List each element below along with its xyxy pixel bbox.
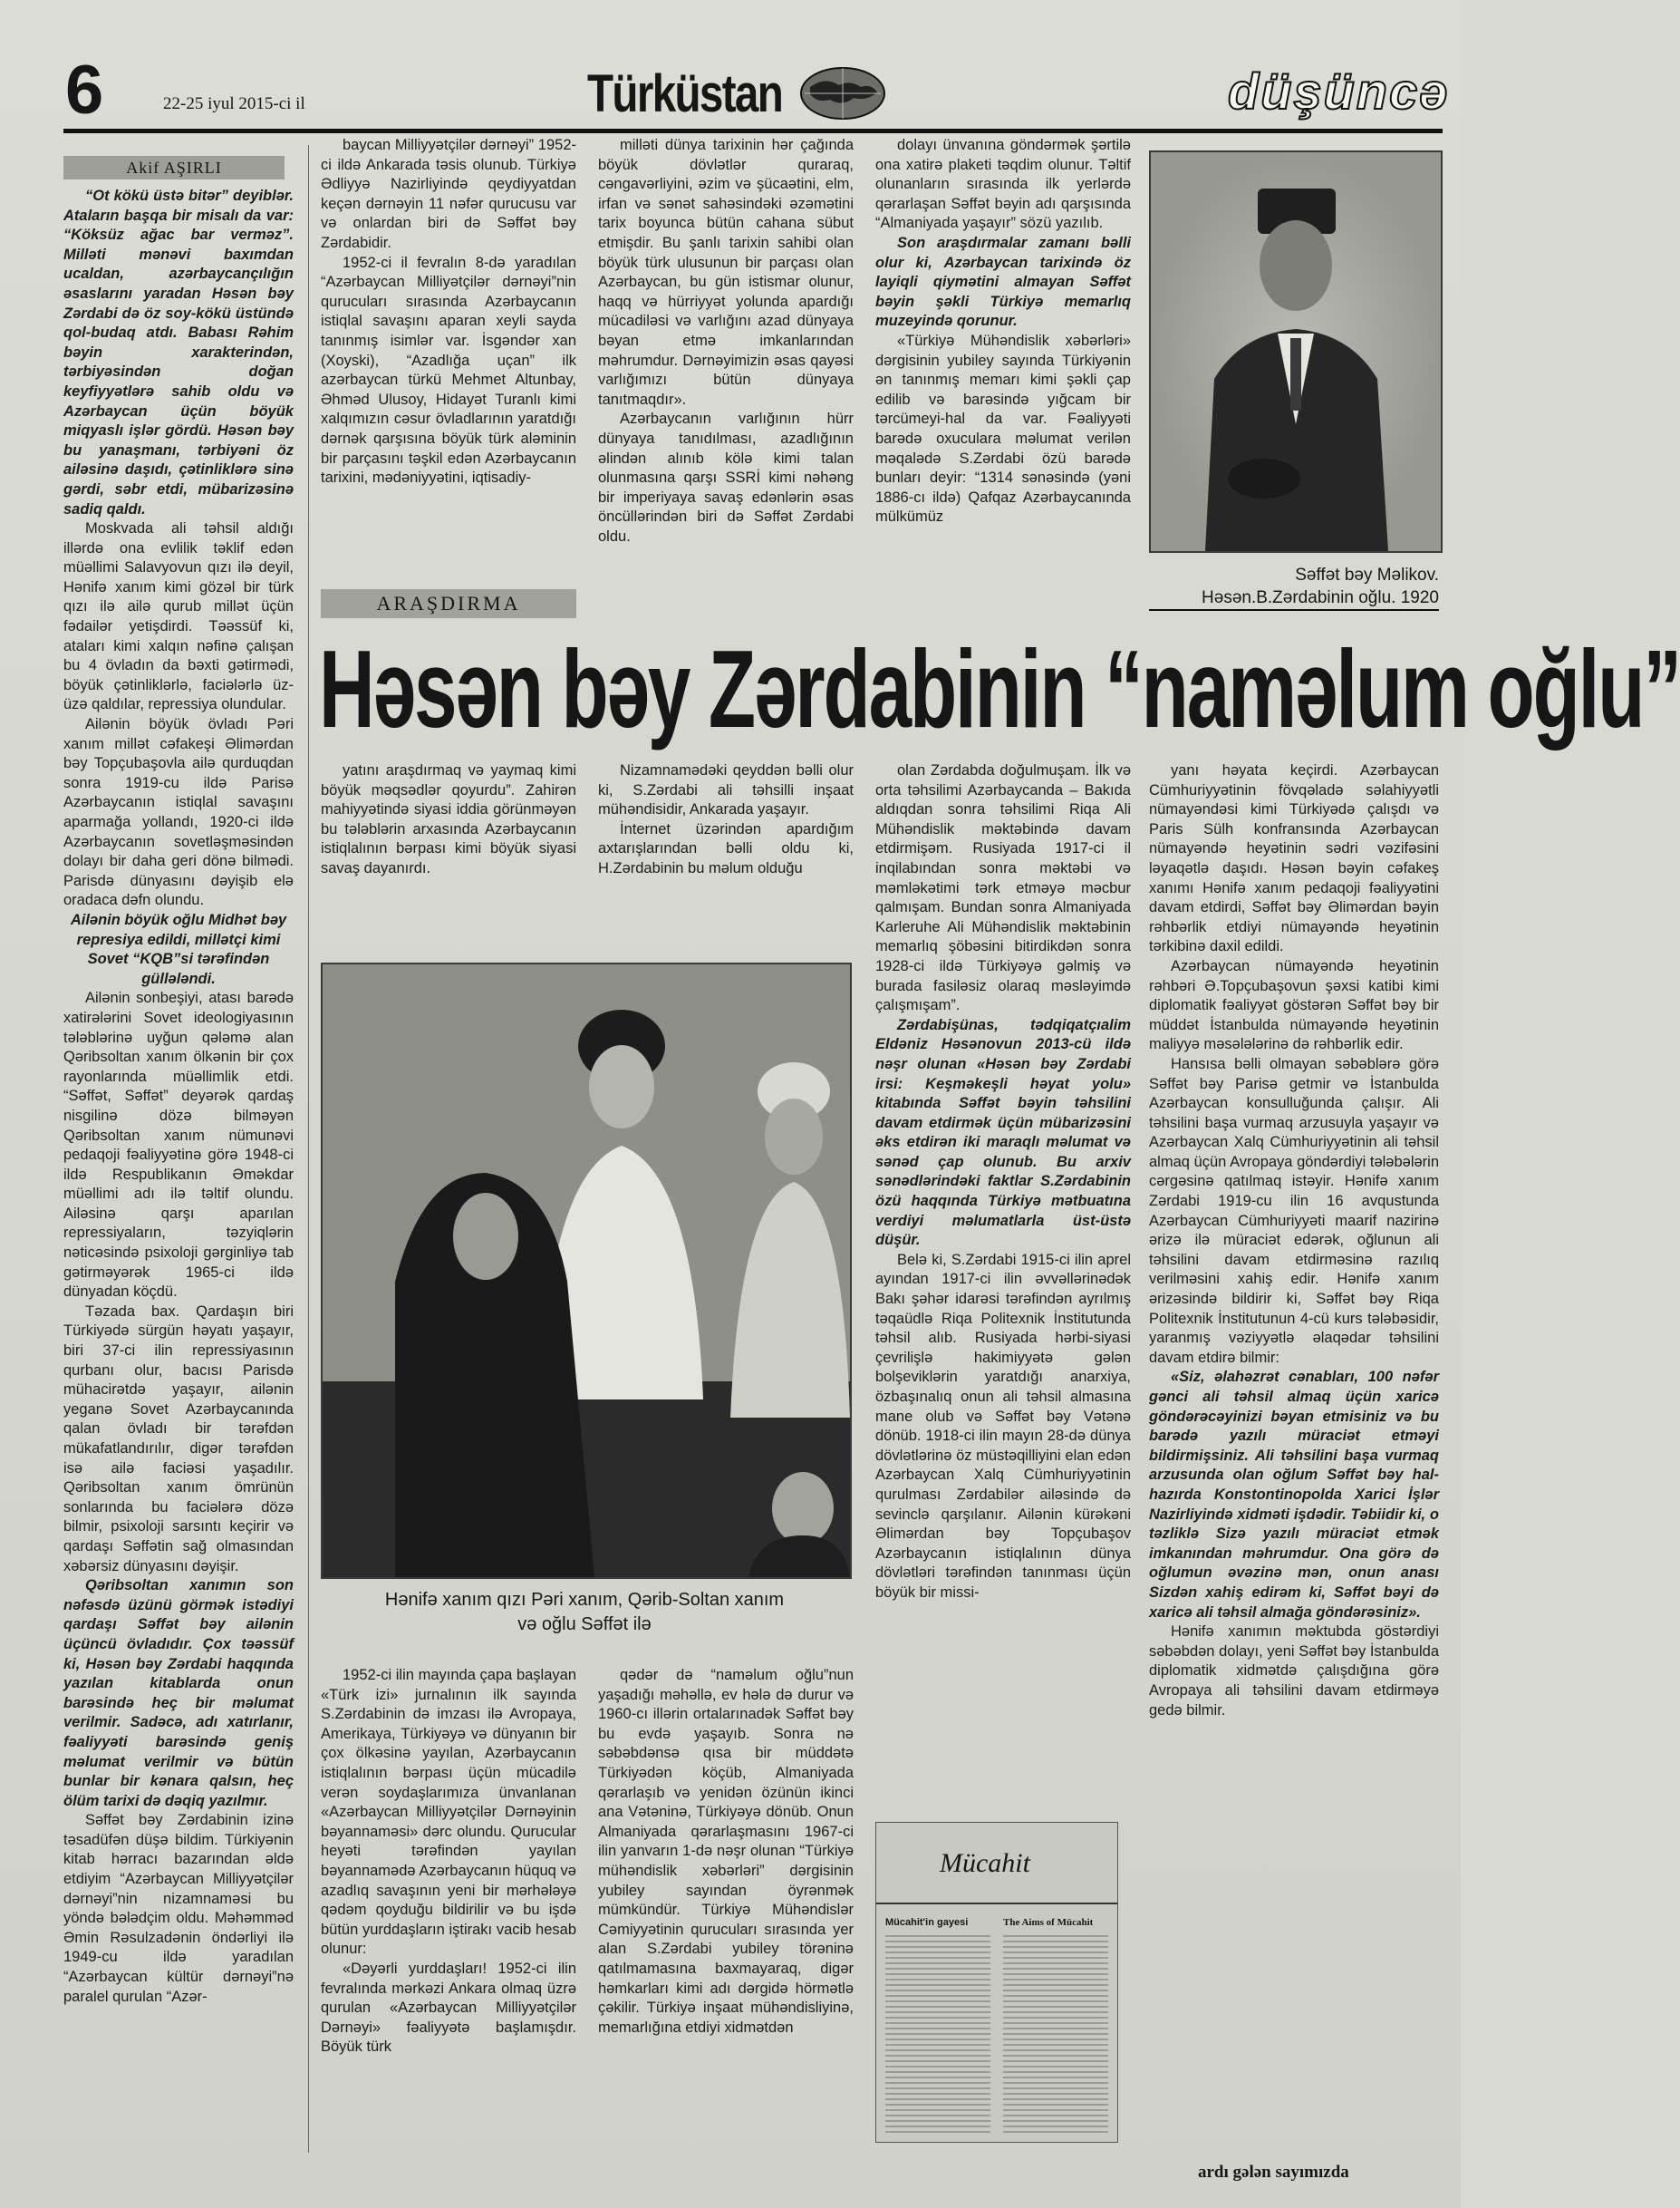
column-3-top	[598, 136, 854, 616]
paragraph: Son araşdırmalar zamanı bəlli olur ki, Azərbaycan tarixində öz layiqli qiymətini almayan Səffət bəyin şəkli Türkiyə memarlıq muzeyində qorunur.	[875, 234, 1131, 330]
headline: Həsən bəy Zərdabinin “naməlum oğlu”	[319, 627, 1680, 751]
portrait-photo	[1149, 150, 1443, 553]
paragraph: Qəribsoltan xanımın son nəfəsdə üzünü görmək istədiyi qardaşı Səffət bəy ailənin üçüncü övladıdır. Çox təəssüf ki, Həsən bəy Zərdabi haqqında yazılan kitablarda onun barəsində heç bir məlumat verilmir. Sadəcə, adı xatırlanır, fəaliyyəti barəsində geniş məlumat verilmir və bütün bunlar bir kənara qalsın, heç ölüm tarixi də dəqiq yazılmır.	[63, 1577, 294, 1809]
paragraph: Ailənin böyük övladı Pəri xanım millət cəfakeşi Əlimərdan bəy Topçubaşovla ailə qurduqdan sonra 1919-cu ildə Parisə Azərbaycanın istiqlal savaşını aparmağa yollandı, 1920-ci ildə Azərbaycanın sovetləşməsindən dolayı bir daha geri dönə bilmədi. Parisdə dünyasını dəyişib elə oradaca dəfn olundu.	[63, 716, 294, 909]
column-divider	[308, 145, 309, 2153]
page-number: 6	[65, 52, 104, 129]
globe-logo-icon	[797, 65, 888, 121]
family-caption	[321, 1588, 848, 1637]
paragraph: yanı həyata keçirdi. Azərbaycan Cümhuriyyətinin fövqəladə səlahiyyətli nümayəndəsi kimi Türkiyədə çalışdı və Paris Sülh konfransında Azərbaycan nümayəndə heyətinin sədri vəzifəsini ləyaqətlə daşıdı. Həsən bəyin cəfakeş xanımı Hənifə xanım pedaqoji fəaliyyətini davam etdirdi, Səffət bəy Əlimərdan bəyin rəhbərlik etdiyi nümayəndə heyətinin tərkibinə daxil edildi.	[1149, 762, 1439, 955]
paragraph: “Ot kökü üstə bitər” deyiblər. Ataların başqa bir misalı da var: “Köksüz ağac bar verməz”. Milləti mənəvi baxımdan ucaldan, azərbaycançılığın əsaslarını yaradan Həsən bəy Zərdabi də öz soy-kökü üstündə qol-budaq atdı. Babası Rəhim bəyin xarakterindən, tərbiyəsindən doğan keyfiyyətlərə sahib oldu və Azərbaycan üçün böyük miqyaslı işlər gördü. Həsən bəy bu yanaşmanı, tərbiyəni öz ailəsinə daşıdı, çətinliklərə sinə gərdi, səbr etdi, mübarizəsinə sadiq qaldı.	[63, 188, 294, 518]
portrait-image	[1151, 152, 1441, 551]
paragraph: Moskvada ali təhsil aldığı illərdə ona evlilik təklif edən müəllimi Salavyovun qızı ilə deyil, Hənifə xanım kimi gözəl bir türk qızı ilə ailə qurub millət üçün fədailər yetişdirdi. Təəssüf ki, ataları kimi xalqın nəfinə çalışan bu 4 övladın da bəxti gətirmədi, böyük çətinliklərlə, faciələrlə üz-üzə qaldılar, repressiya olundular.	[63, 520, 294, 713]
paragraph: Zərdabişünas, tədqiqatçıalim Eldəniz Həsənovun 2013-cü ildə nəşr olunan «Həsən bəy Zərdabi irsi: Keşməkeşli həyat yolu» kitabında Səffət bəyin təhsilini davam etdirmək üçün mübarizəsini əks etdirən iki maraqlı məlumat və sənəd çap olunub. Bu arxiv sənədlərindəki faktlar S.Zərdabinin özü haqqında Türkiyə mətbuatına verdiyi məlumatlarla üst-üstə düşür.	[875, 1016, 1131, 1249]
paragraph: yatını araşdırmaq və yaymaq kimi böyük məqsədlər qoyurdu”. Zahirən mahiyyətində siyasi iddia görünməyən bu tələblərin arxasında Azərbaycanın istiqlalının bərpası kimi böyük siyasi savaş dayanırdı.	[321, 762, 576, 876]
paragraph: olan Zərdabda doğulmuşam. İlk və orta təhsilimi Azərbaycanda – Bakıda aldıqdan sonra təhsilimi Riqa Ali Mühəndislik məktəbində davam etdirmişəm. Rusiyada 1917-ci il inqilabından sonra məktəbi və məmləkətimi tərk etməyə məcbur qalmışam. Bundan sonra Almaniyada Karleruhe Ali Mühəndislik məktəbinin memarlıq şöbəsini bitirdikdən sonra 1928-ci ildə Türkiyəyə gəlmiş və burada fasiləsiz olaraq məsləyimdə çalışmışam”.	[875, 762, 1131, 1014]
header-rule	[63, 129, 1443, 133]
mucahit-text-right	[1003, 1935, 1108, 2135]
paragraph: İnternet üzərindən apardığım axtarışlarından bəlli oldu ki, H.Zərdabinin bu məlum olduğu	[598, 820, 854, 876]
paragraph: 1952-ci il fevralın 8-də yaradılan “Azərbaycan Milliyətçilər dərnəyi”nin qurucuları sırasında Azərbaycanın istiqlal savaşını aparan xeyli sayda tanınmış isimlər var. İsgəndər xan (Xoyski), “Azadlığa uçan” ilk azərbaycan türkü Mehmet Altunbay, Əhməd Ulusoy, Hidayət Turanlı kimi xalqımızın cəsur övladlarının yaratdığı dərnək qarşısına böyük türk aləminin bir parçasını təşkil edən Azərbaycanın tarixini, mədəniyyətini, iqtisadiy-	[321, 254, 576, 487]
section-tag: ARAŞDIRMA	[321, 589, 576, 618]
continued-note: ardı gələn sayımızda	[1198, 2163, 1349, 2182]
paragraph: Azərbaycan nümayəndə heyətinin rəhbəri Ə.Topçubaşovun şəxsi katibi kimi diplomatik fəaliyyət göstərən Səffət bəy bir müddət İstanbulda nümayəndə heyətinin maliyyə məsələlərinə də rəhbərlik edir.	[1149, 957, 1439, 1053]
section-title: düşüncə	[1228, 63, 1450, 120]
caption-rule	[1149, 609, 1439, 611]
paragraph: Hənifə xanımın məktubda göstərdiyi səbəbdən dolayı, yeni Səffət bəy İstanbulda diplomatik xidmətdə çalışdığına görə Avropaya ali təhsilini davam etdirməyə gedə bilmir.	[1149, 1623, 1439, 1719]
paragraph: baycan Milliyyətçilər dərnəyi” 1952-ci ildə Ankarada təsis olunub. Türkiyə Ədliyyə Nazirliyində qeydiyyatdan keçən dərnəyin 11 nəfər qurucusu var və onlardan biri də Səffət bəy Zərdabidir.	[321, 137, 576, 251]
mucahit-name: Mücahit	[940, 1848, 1030, 1878]
family-caption-line2: və oğlu Səffət ilə	[517, 1614, 652, 1634]
paragraph: «Dəyərli yurddaşları! 1952-ci ilin fevralında mərkəzi Ankara olmaq üzrə qurulan «Azərbaycan Milliyyətçilər Dərnəyi» fəaliyyətə başlamışdır. Böyük türk	[321, 1960, 576, 2056]
author-label: Akif AŞIRLI	[63, 156, 285, 179]
column-2-top	[321, 136, 576, 589]
paragraph: Azərbaycanın varlığının hürr dünyaya tanıdılması, azadlığının əlindən alınıb kölə kimi talan olunmasına qarşı SSRİ kimi nəhəng bir imperiyaya savaş edənlərin əsas öncüllərindən biri də Səffət Zərdabi oldu.	[598, 411, 854, 545]
paragraph: milləti dünya tarixinin hər çağında böyük dövlətlər quraraq, cəngavərliyini, əzim və şücaətini, elm, irfan və sənət sahəsindəki əzəmətini tarix boyunca bütün cahana sübut etmişdir. Bu şanlı tarixin sahibi olan böyük türk ulusunun bir parçası olan Azərbaycan, bu gün istismar olunur, haqq və hürriyyət yolunda apardığı mücadiləsi və varlığını azad dünyaya bəyan etmə imkanlarından məhrumdur. Dərnəyimizin əsas qayəsi varlığımızı bütün dünyaya tanıtmaqdır».	[598, 137, 854, 408]
paragraph: Təzada bax. Qardaşın biri Türkiyədə sürgün həyatı yaşayır, biri 37-ci ilin repressiyasının qurbanı olur, bacısı Parisdə mühacirətdə yaşayır, ailənin yeganə Sovet Azərbaycanında qalan övladı bir tərəfdən mükafatlandırılır, digər tərəfdən isə ailə faciəsi yaşadılır. Qəribsoltan xanım ömrünün sonlarında bu faciələrə dözə bilmir, psixoloji sarsıntı keçirir və qardaşı Səffətin sağ olmasından xəbərsiz dünyasını dəyişir.	[63, 1303, 294, 1574]
paragraph: «Türkiyə Mühəndislik xəbərləri» dərgisinin yubiley sayında Türkiyənin ən tanınmış memarı kimi şəkli çap edilib və barəsində yığcam bir tərcümeyi-hal da var. Fəaliyyəti barədə oxuculara məlumat verilən məqalədə S.Zərdabi özü barədə bunları deyir: “1314 sənəsində (yəni 1886-cı ildə) Qafqaz Azərbaycanında mülkümüz	[875, 332, 1131, 526]
paragraph: dolayı ünvanına göndərmək şərtilə ona xatirə plaketi təqdim olunur. Təltif olunanların sırasında ilk yerlərdə qərarlaşan Səffət bəyin adı qarşısında “Almaniyada yaşayır” sözü yazılıb.	[875, 137, 1131, 232]
family-caption-line1: Hənifə xanım qızı Pəri xanım, Qərib-Soltan xanım	[384, 1590, 785, 1610]
column-1	[63, 187, 294, 2158]
column-3-bottom	[598, 1666, 854, 2160]
portrait-caption-line2: Həsən.B.Zərdabinin oğlu. 1920	[1202, 588, 1439, 607]
paragraph: Belə ki, S.Zərdabi 1915-ci ilin aprel ayından 1917-ci ilin əvvəllərinədək Bakı şəhər idarəsi tərəfindən ayrılmış təqaüdlə Riqa Politexnik İnstitutunda təhsil alıb. Rusiyada hərbi-siyasi çevrilişlə hakimiyyətə gələn bolşeviklərin yaratdığı anarxiya, özbaşınalıq onun ali təhsil almasına mane olub və Səffət bəy Vətənə dönüb. 1918-ci ilin mayın 28-də dünya dövlətlərinə öz müstəqilliyini elan edən Azərbaycan Xalq Cümhuriyyətinin qurulması Zərdabilər ailəsində də sevinclə qarşılanır. Ailənin kürəkəni Əlimərdan bəy Topçubaşov Azərbaycanın istiqlalının dünya dövlətləri tərəfindən tanınması üçün böyük bir missi-	[875, 1251, 1131, 1601]
column-4-bottom	[875, 761, 1131, 1813]
paragraph: «Siz, əlahəzrət cənabları, 100 nəfər gənci ali təhsil almaq üçün xaricə göndərəcəyinizi bəyan etmisiniz və bu barədə yazılı müraciət etməyi bildirmişsiniz. Ali təhsilini başa vurmaq arzusunda olan oğlum Səffət bəy hal-hazırda Konstontinopolda Xarici İşlər Nazirliyində xidməti işdədir. Təbiidir ki, o təzliklə Sizə yazılı müraciət etmək imkanından məhrumdur. Ona görə də oğlumun əvəzinə mən, onun anası Sizdən xahiş edirəm ki, Səffət bəyi də xaricə ali təhsil almağa göndərəsiniz».	[1149, 1369, 1439, 1621]
mucahit-text-left	[885, 1935, 990, 2135]
mucahit-headline-left: Mücahit'in gayesi	[885, 1917, 969, 1928]
column-5	[1149, 761, 1439, 2157]
paragraph: Nizamnamədəki qeyddən bəlli olur ki, S.Zərdabi ali təhsilli inşaat mühəndisidir, Ankarada yaşayır.	[598, 762, 854, 818]
paragraph: Hansısa bəlli olmayan səbəblərə görə Səffət bəy Parisə getmir və İstanbulda Azərbaycan konsulluğunda çalışır. Ali təhsilini başa vurmaq arzusuyla yaşayır və Azərbaycan Xalq Cümhuriyyətinin ali təhsil almaq üçün Avropaya göndərdiyi tələbələrin cərgəsinə qatılmaq istəyir. Hənifə xanım Zərdabi 1919-cu ilin 16 avqustunda Azərbaycan Cümhuriyyəti maarif nazirinə ərizə ilə müraciət edərək, oğlunun ali təhsilini davam etdirməsinə razılıq verilməsini xahiş edir. Hənifə xanım ərizəsində bildirir ki, Səffət bəy Riqa Politexnik İnstitutunun 4-cü kurs tələbəsidir, yaranmış vəziyyətlə əlaqədar təhsilini davam etdirə bilmir:	[1149, 1055, 1439, 1366]
portrait-caption-line1: Səffət bəy Məlikov.	[1295, 566, 1439, 585]
issue-date: 22-25 iyul 2015-ci il	[163, 94, 305, 113]
paragraph: Ailənin böyük oğlu Midhət bəy represiya edildi, millətçi kimi Sovet “KQB”si tərəfindən güllələndi.	[70, 911, 287, 987]
mucahit-newspaper-image	[875, 1822, 1118, 2143]
paragraph: 1952-ci ilin mayında çapa başlayan «Türk izi» jurnalının ilk sayında S.Zərdabinin də imzası ilə Avropaya, Amerikaya, Türkiyəyə və dünyanın bir çox ölkəsinə yayılan, Azərbaycanın istiqlalının bərpası üçün mücadilə verən soydaşlarımıza ünvanlanan «Azərbaycan Milliyyətçilər Dərnəyinin bəyannaməsi» dərc olundu. Qurucular heyəti tərəfindən yayılan bəyannamədə Azərbaycanın hüquq və azadlıq savaşının yeni bir mərhələyə qədəm qoyduğu bildirilir və bu işdə bütün yurddaşların iştirakı vacib hesab olunur:	[321, 1667, 576, 1958]
column-2-bottom	[321, 1666, 576, 2160]
mucahit-headline-right: The Aims of Mücahit	[1003, 1917, 1094, 1928]
column-3-mid	[598, 761, 854, 943]
paragraph: Səffət bəy Zərdabinin izinə təsadüfən düşə bildim. Türkiyənin kitab hərracı bazarından əldə etdiyim “Azərbaycan Milliyyətçilər dərnəyi”nin nizamnaməsi bu yöndə bələdçim oldu. Məhəmməd Əmin Rəsulzadənin öndərliyi ilə 1949-cu ildə yaradılan “Azərbaycan kültür dərnəyi”nə paralel qurulan “Azər-	[63, 1812, 294, 2005]
newspaper-title: Türküstan	[587, 64, 783, 123]
portrait-caption	[1149, 564, 1439, 609]
column-4-top	[875, 136, 1131, 616]
family-photo	[321, 963, 852, 1579]
family-image	[323, 964, 850, 1577]
paragraph: Ailənin sonbeşiyi, atası barədə xatirələrini Sovet ideologiyasının tələblərinə uyğun qələmə alan Qəribsoltan xanım ölkənin bir çox rayonlarında müəllimlik etdi. “Səffət, Səffət” deyərək qardaş nisgilinə dözə bilməyən Qəribsoltan xanım nümunəvi pedaqoji fəaliyyətinə görə 1948-ci ildə Respublikanın Əməkdar müəllimi adı ilə təltif olundu. Ailəsinə qarşı aparılan repressiyaların, təzyiqlərin nəticəsində psixoloji gərginliyə tab gətirməyərək 1965-ci ildə dünyadan köçdü.	[63, 990, 294, 1301]
column-2-mid	[321, 761, 576, 943]
paragraph: qədər də “naməlum oğlu”nun yaşadığı məhəllə, ev hələ də durur və 1960-cı illərin ortalarınadək Səffət bəy bu evdə yaşayıb. Sonra nə səbəbdənsə qısa bir müddətə Türkiyədən köçüb, Almaniyada qərarlaşıb və yenidən özünün ikinci ana Vətəninə, Türkiyəyə dönüb. Onun Almaniyada qərarlaşmasını 1967-ci ilin yanvarın 1-də nəşr olunan “Türkiyə mühəndislik xəbərləri” dərgisinin yubiley sayından öyrənmək mümkündür. Türkiyə Mühəndislər Cəmiyyətinin qurucuları sırasında yer alan S.Zərdabi yubiley törəninə qatılmamasına baxmayaraq, digər həmkarları kimi adı dərgidə hörmətlə çəkilir. Türkiyə inşaat mühəndisliyinə, memarlığına etdiyi xidmətdən	[598, 1667, 854, 2036]
